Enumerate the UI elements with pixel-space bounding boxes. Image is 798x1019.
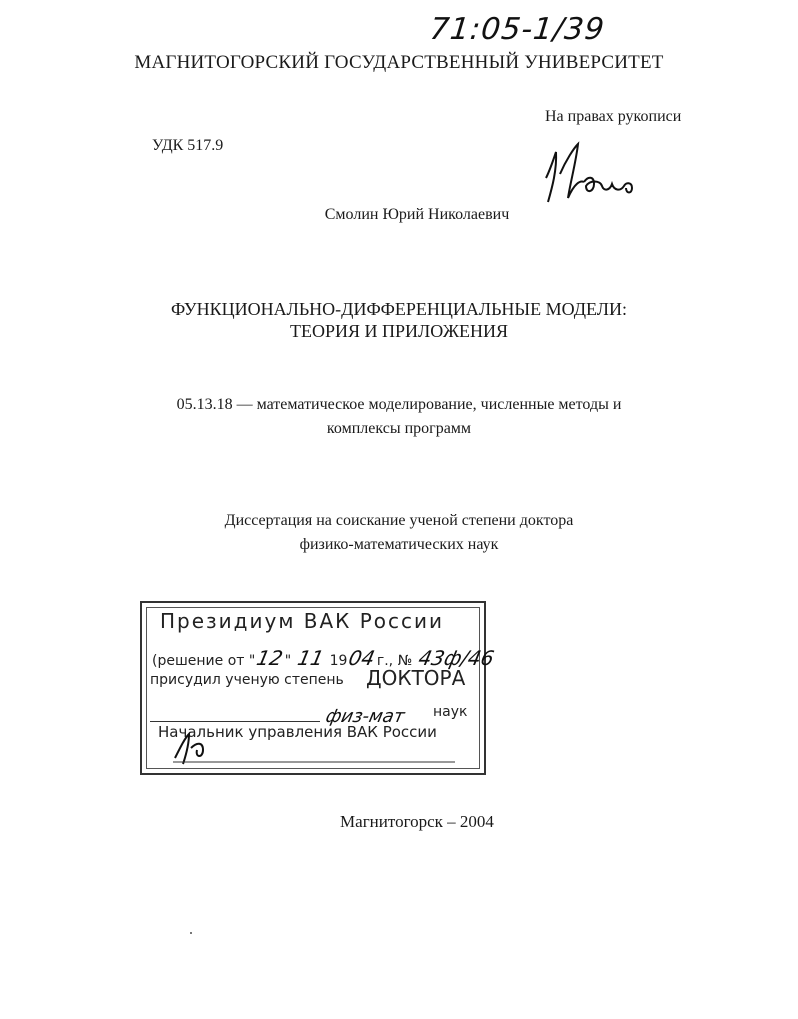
university-name: МАГНИТОГОРСКИЙ ГОСУДАРСТВЕННЫЙ УНИВЕРСИТЕТ	[134, 52, 664, 73]
stamp-field-handwritten: физ-мат	[323, 706, 407, 727]
stamp-degree: ДОКТОРА	[366, 666, 466, 690]
dissertation-degree-line2: физико-математических наук	[299, 536, 499, 553]
stamp-day-handwritten: 12	[254, 646, 286, 670]
dissertation-title-line2: ТЕОРИЯ И ПРИЛОЖЕНИЯ	[290, 321, 508, 341]
stamp-quote: "	[284, 653, 292, 669]
specialty-line2: комплексы программ	[326, 420, 472, 437]
author-signature	[540, 140, 660, 210]
stamp-heading: Президиум ВАК России	[160, 609, 445, 633]
stamp-chief-signature	[155, 728, 455, 768]
stamp-sciences: наук	[433, 704, 468, 720]
stamp-decision-prefix: (решение от "	[152, 653, 256, 669]
archive-code-handwritten: 71:05-1/39	[428, 12, 607, 47]
stamp-year-handwritten: 04	[346, 646, 378, 670]
stamp-month-handwritten: 11	[295, 646, 326, 670]
stamp-chief: Начальник управления ВАК России	[158, 723, 437, 741]
stamp-field-line	[150, 706, 470, 727]
dissertation-title-line1: ФУНКЦИОНАЛЬНО-ДИФФЕРЕНЦИАЛЬНЫЕ МОДЕЛИ:	[171, 299, 627, 319]
stamp-blank-line	[150, 721, 320, 722]
scan-speck	[190, 932, 192, 934]
rights-note: На правах рукописи	[545, 108, 682, 125]
specialty-line1: 05.13.18 — математическое моделирование, численные методы и	[176, 396, 622, 413]
author-name: Смолин Юрий Николаевич	[324, 206, 510, 223]
stamp-number-label: г., №	[376, 653, 413, 669]
dissertation-degree-line1: Диссертация на соискание ученой степени доктора	[224, 512, 574, 529]
udk-code: УДК 517.9	[152, 137, 224, 154]
stamp-number-handwritten: 43ф/46	[416, 646, 496, 670]
stamp-awarded-text: присудил ученую степень	[150, 672, 344, 688]
city-year: Магнитогорск – 2004	[340, 812, 494, 831]
stamp-century: 19	[329, 653, 348, 669]
